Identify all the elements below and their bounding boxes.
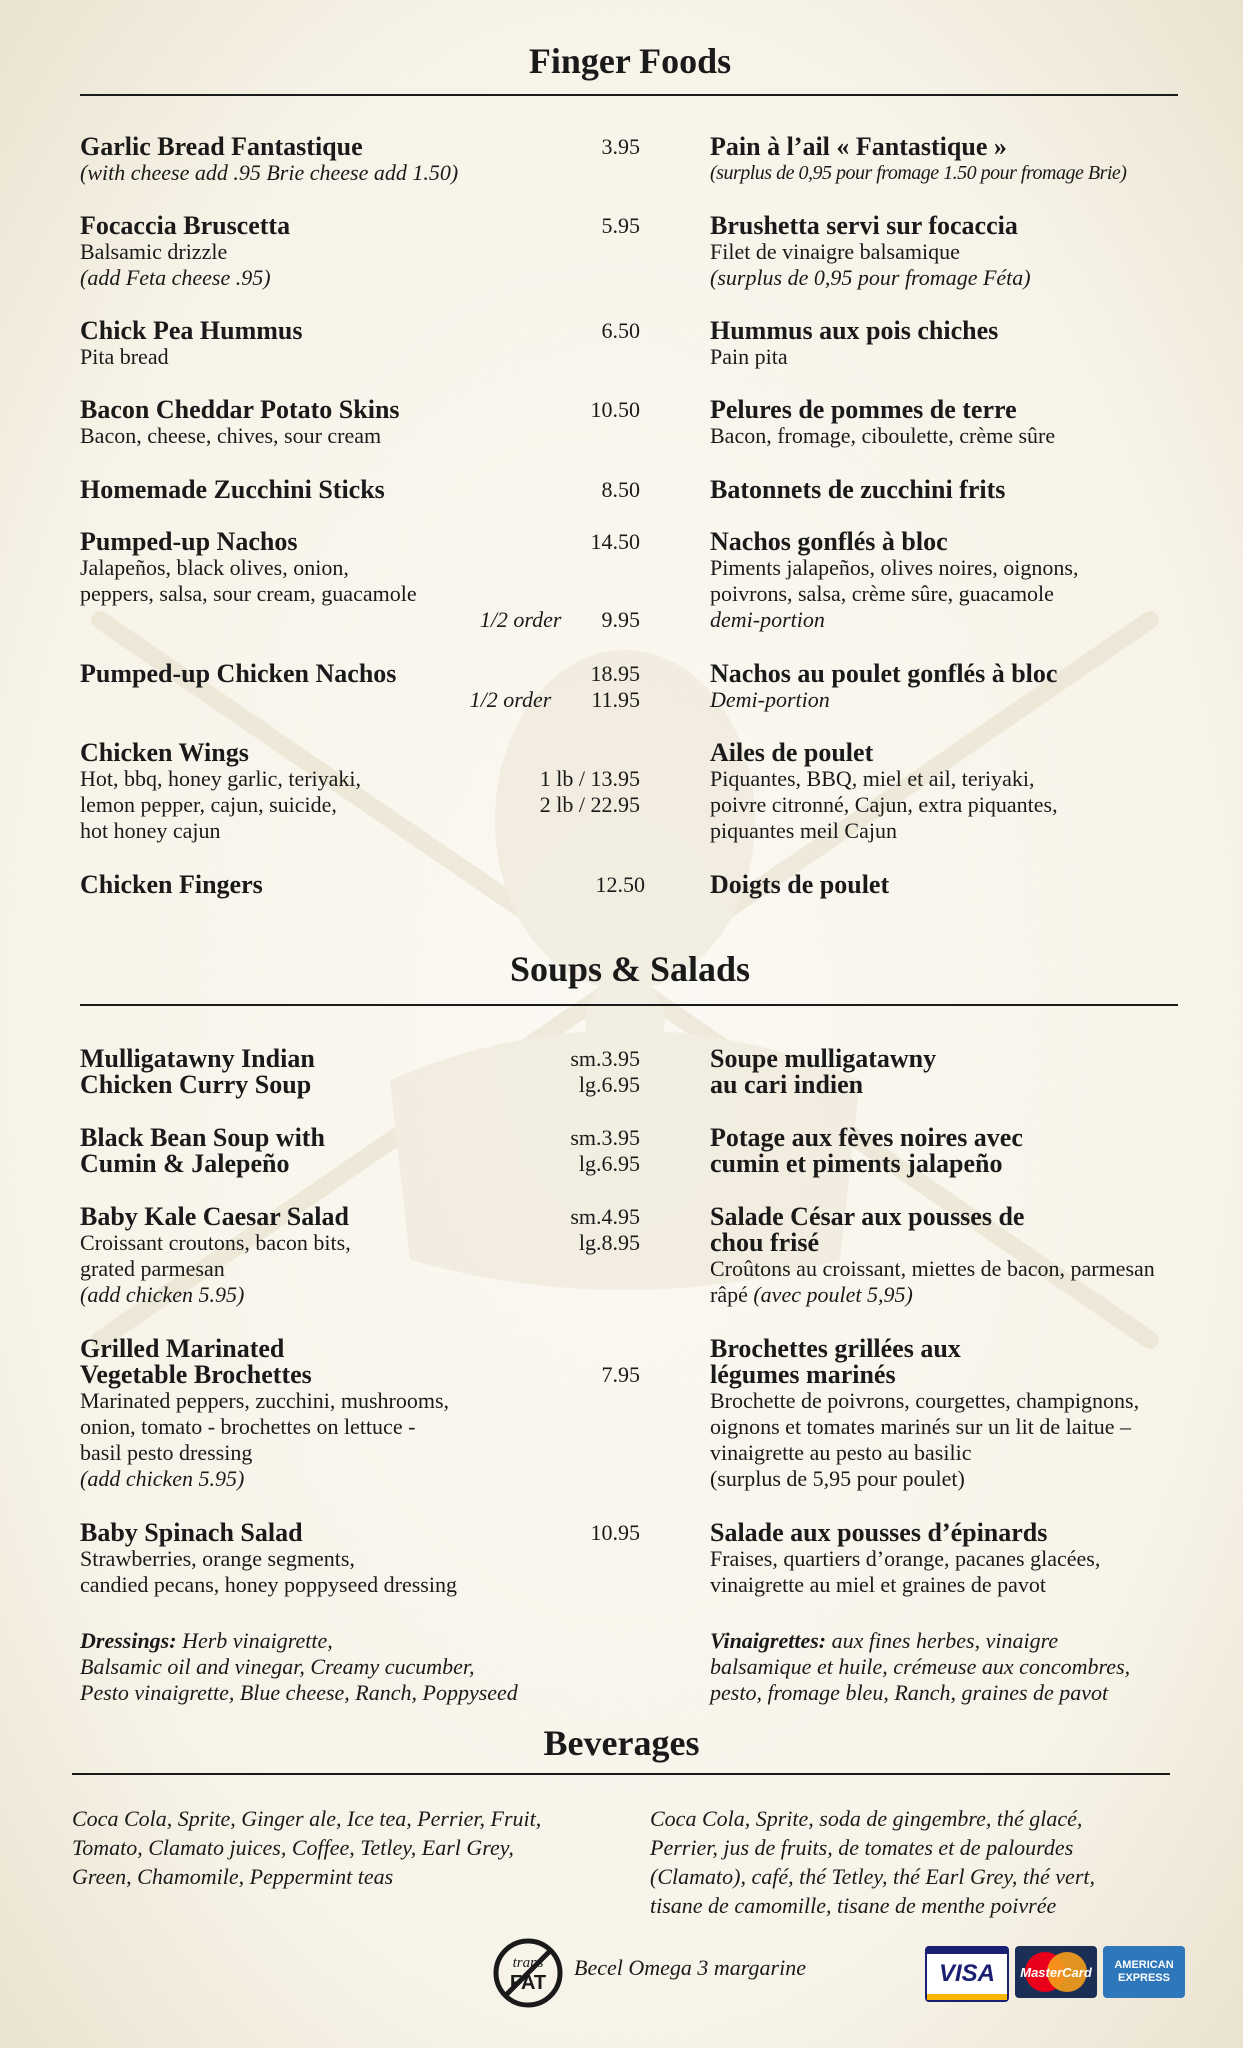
divider xyxy=(72,1773,1170,1775)
dressings-english: Dressings: Herb vinaigrette, Balsamic oil and vinegar, Creamy cucumber, Pesto vinaigrette, Blue cheese, Ranch, Poppyseed xyxy=(80,1628,518,1705)
item-desc: Filet de vinaigre balsamique xyxy=(710,239,960,264)
beverages-french: Coca Cola, Sprite, soda de gingembre, thé glacé, Perrier, jus de fruits, de tomates et de palourdes (Clamato), café, thé Tetley, thé Earl Grey, thé vert, tisane de camomille, tisane de menthe poivrée xyxy=(650,1806,1095,1918)
item-desc: Fraises, quartiers d’orange, pacanes glacées, xyxy=(710,1546,1101,1571)
list-item xyxy=(80,1520,640,1598)
item-desc: oignons et tomates marinés sur un lit de laitue – xyxy=(710,1414,1131,1439)
list-item xyxy=(80,477,640,503)
item-name: légumes marinés xyxy=(710,1360,896,1389)
item-desc: candied pecans, honey poppyseed dressing xyxy=(80,1572,457,1597)
svg-text:FAT: FAT xyxy=(509,1972,547,1994)
item-name: Potage aux fèves noires avec xyxy=(710,1123,1023,1152)
margarine-note: Becel Omega 3 margarine xyxy=(574,1955,806,1980)
item-price: 18.95 xyxy=(590,661,640,686)
item-name: Pumped-up Nachos xyxy=(80,527,298,556)
list-item xyxy=(710,1336,1230,1492)
item-desc: grated parmesan xyxy=(80,1256,225,1281)
item-price: 3.95 xyxy=(601,134,640,159)
item-name: Hummus aux pois chiches xyxy=(710,316,999,345)
list-item xyxy=(710,134,1230,186)
item-name: Cumin & Jalepeño xyxy=(80,1149,290,1178)
item-name: Homemade Zucchini Sticks xyxy=(80,475,385,504)
amex-card-icon: AMERICAN EXPRESS xyxy=(1103,1946,1185,1998)
list-item xyxy=(710,661,1230,713)
item-desc: Bacon, fromage, ciboulette, crème sûre xyxy=(710,423,1056,448)
item-name: Nachos gonflés à bloc xyxy=(710,527,948,556)
mastercard-icon: MasterCard xyxy=(1015,1946,1097,1998)
item-name: au cari indien xyxy=(710,1070,864,1099)
list-item xyxy=(710,1520,1230,1598)
item-name: Pain à l’ail « Fantastique » xyxy=(710,132,1007,161)
item-desc: demi-portion xyxy=(710,607,825,632)
item-price: sm.3.95 xyxy=(570,1046,640,1071)
item-desc: (add chicken 5.95) xyxy=(80,1466,245,1491)
item-name: Pelures de pommes de terre xyxy=(710,395,1017,424)
dressings-french: Vinaigrettes: aux fines herbes, vinaigre balsamique et huile, crémeuse aux concombres, pesto, fromage bleu, Ranch, graines de pavot xyxy=(710,1628,1131,1705)
item-desc: (add Feta cheese .95) xyxy=(80,265,271,290)
item-name: Chick Pea Hummus xyxy=(80,316,303,345)
item-desc: Pain pita xyxy=(710,344,788,369)
list-item xyxy=(710,872,1230,898)
item-name: Pumped-up Chicken Nachos xyxy=(80,659,397,688)
section-title-finger-foods: Finger Foods xyxy=(528,41,732,81)
item-desc: (with cheese add .95 Brie cheese add 1.50) xyxy=(80,160,459,185)
section-title-soups-salads: Soups & Salads xyxy=(509,949,751,989)
item-price: 5.95 xyxy=(601,213,640,238)
list-item xyxy=(710,397,1230,449)
item-name: cumin et piments jalapeño xyxy=(710,1149,1003,1178)
item-desc: peppers, salsa, sour cream, guacamole xyxy=(80,581,417,606)
item-desc: Croissant croutons, bacon bits, xyxy=(80,1230,351,1255)
half-order-price: 1/2 order 9.95 xyxy=(479,607,640,632)
list-item xyxy=(710,213,1230,291)
no-trans-fat-icon xyxy=(492,1937,564,2009)
item-desc: Marinated peppers, zucchini, mushrooms, xyxy=(80,1388,450,1413)
list-item xyxy=(80,1204,640,1308)
list-item xyxy=(80,397,640,449)
item-desc: onion, tomato - brochettes on lettuce - xyxy=(80,1414,416,1439)
item-name: Nachos au poulet gonflés à bloc xyxy=(710,659,1058,688)
item-price: lg.8.95 xyxy=(578,1230,640,1255)
section-title-beverages: Beverages xyxy=(543,1723,700,1763)
list-item xyxy=(710,1046,1230,1098)
divider xyxy=(80,1004,1178,1006)
item-name: Soupe mulligatawny xyxy=(710,1044,937,1073)
half-order-price: 1/2 order 11.95 xyxy=(469,687,640,712)
list-item xyxy=(80,740,640,844)
list-item xyxy=(710,477,1230,503)
item-desc: Demi-portion xyxy=(710,687,830,712)
item-desc: Hot, bbq, honey garlic, teriyaki, xyxy=(80,766,362,791)
item-desc: basil pesto dressing xyxy=(80,1440,253,1465)
item-desc: Balsamic drizzle xyxy=(80,239,228,264)
item-desc: Strawberries, orange segments, xyxy=(80,1546,355,1571)
item-price: 10.95 xyxy=(590,1520,640,1545)
item-price: 10.50 xyxy=(590,397,640,422)
divider xyxy=(80,94,1178,96)
item-price: 2 lb / 22.95 xyxy=(539,792,640,817)
item-price: 7.95 xyxy=(601,1362,640,1387)
item-name: Chicken Curry Soup xyxy=(80,1070,312,1099)
list-item xyxy=(80,134,640,186)
list-item xyxy=(710,740,1230,844)
item-desc: Croûtons au croissant, miettes de bacon, parmesan xyxy=(710,1256,1155,1281)
item-desc: vinaigrette au pesto au basilic xyxy=(710,1440,972,1465)
item-name: Focaccia Bruscetta xyxy=(80,211,291,240)
item-desc: Jalapeños, black olives, onion, xyxy=(80,555,349,580)
item-desc: Piments jalapeños, olives noires, oignons, xyxy=(710,555,1079,580)
list-item xyxy=(710,318,1230,370)
item-name: Black Bean Soup with xyxy=(80,1123,325,1152)
item-name: Garlic Bread Fantastique xyxy=(80,132,363,161)
list-item xyxy=(710,1125,1230,1177)
list-item xyxy=(710,529,1230,633)
item-desc: Brochette de poivrons, courgettes, champignons, xyxy=(710,1388,1140,1413)
item-name: Baby Kale Caesar Salad xyxy=(80,1202,349,1231)
item-price: lg.6.95 xyxy=(578,1072,640,1097)
item-price: 14.50 xyxy=(590,529,640,554)
item-name: Chicken Wings xyxy=(80,738,249,767)
item-name: Doigts de poulet xyxy=(710,870,890,899)
item-price: 6.50 xyxy=(601,318,640,343)
item-name: Bacon Cheddar Potato Skins xyxy=(80,395,400,424)
list-item xyxy=(80,1336,640,1492)
item-price: 1 lb / 13.95 xyxy=(539,766,640,791)
item-price: lg.6.95 xyxy=(578,1151,640,1176)
list-item xyxy=(710,1204,1230,1308)
item-desc: lemon pepper, cajun, suicide, xyxy=(80,792,337,817)
svg-text:trans: trans xyxy=(512,1955,544,1971)
item-name: Salade aux pousses d’épinards xyxy=(710,1518,1048,1547)
item-desc: vinaigrette au miel et graines de pavot xyxy=(710,1572,1046,1597)
item-desc: Bacon, cheese, chives, sour cream xyxy=(80,423,382,448)
payment-cards xyxy=(925,1946,1185,2002)
item-desc: (surplus de 5,95 pour poulet) xyxy=(710,1466,965,1491)
beverages-english: Coca Cola, Sprite, Ginger ale, Ice tea, Perrier, Fruit, Tomato, Clamato juices, Coffee, Tetley, Earl Grey, Green, Chamomile, Peppermint teas xyxy=(72,1806,542,1889)
item-desc: piquantes meil Cajun xyxy=(710,818,897,843)
item-desc: (surplus de 0,95 pour fromage Féta) xyxy=(710,265,1031,290)
item-name: chou frisé xyxy=(710,1228,820,1257)
item-price: sm.3.95 xyxy=(570,1125,640,1150)
item-desc: râpé (avec poulet 5,95) xyxy=(710,1282,913,1307)
item-desc: hot honey cajun xyxy=(80,818,221,843)
item-name: Batonnets de zucchini frits xyxy=(710,475,1006,504)
list-item xyxy=(80,870,645,899)
item-price: sm.4.95 xyxy=(570,1204,640,1229)
item-desc: Piquantes, BBQ, miel et ail, teriyaki, xyxy=(710,766,1035,791)
item-name: Baby Spinach Salad xyxy=(80,1518,303,1547)
item-desc: (surplus de 0,95 pour fromage 1.50 pour fromage Brie) xyxy=(710,162,1127,184)
list-item xyxy=(80,527,640,632)
item-price: 12.50 xyxy=(595,872,645,897)
item-name: Ailes de poulet xyxy=(710,738,874,767)
item-desc: (add chicken 5.95) xyxy=(80,1282,245,1307)
item-name: Brushetta servi sur focaccia xyxy=(710,211,1018,240)
item-name: Salade César aux pousses de xyxy=(710,1202,1025,1231)
item-name: Chicken Fingers xyxy=(80,870,263,899)
list-item xyxy=(80,1125,640,1177)
item-desc: Pita bread xyxy=(80,344,169,369)
item-desc: poivre citronné, Cajun, extra piquantes, xyxy=(710,792,1058,817)
item-name: Vegetable Brochettes xyxy=(80,1360,312,1389)
list-item xyxy=(80,659,640,712)
item-desc: poivrons, salsa, crème sûre, guacamole xyxy=(710,581,1054,606)
list-item xyxy=(80,1046,640,1098)
item-name: Grilled Marinated xyxy=(80,1334,285,1363)
list-item xyxy=(80,213,640,291)
item-price: 8.50 xyxy=(601,477,640,502)
visa-card-icon: VISA xyxy=(925,1946,1009,2002)
item-name: Brochettes grillées aux xyxy=(710,1334,961,1363)
item-name: Mulligatawny Indian xyxy=(80,1044,315,1073)
list-item xyxy=(80,318,640,370)
